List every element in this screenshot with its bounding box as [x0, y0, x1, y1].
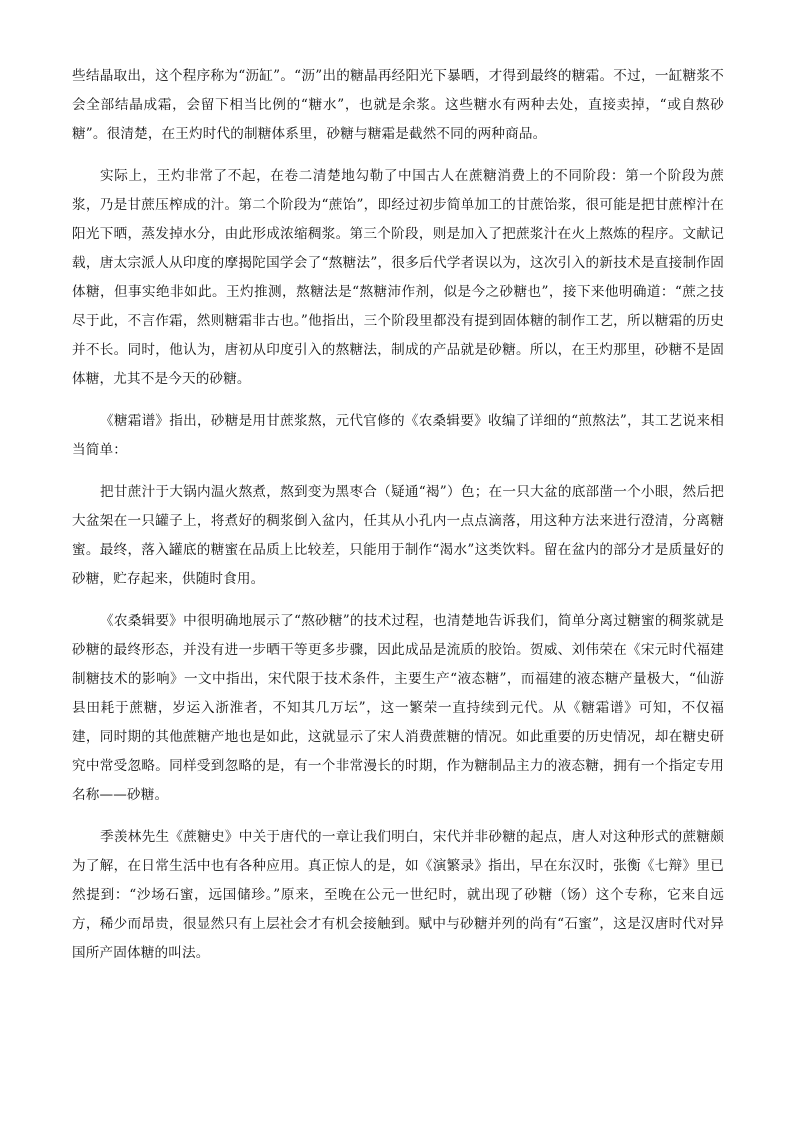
paragraph-gap: [72, 149, 724, 162]
paragraph: 些结晶取出，这个程序称为“沥缸”。“沥”出的糖晶再经阳光下暴晒，才得到最终的糖霜。不过，一缸糖浆不会全部结晶成霜，会留下相当比例的“糖水”，也就是余浆。这些糖水有两种去处，直接卖掉，“或自熬砂糖”。很清楚，在王灼时代的制糖体系里，砂糖与糖霜是截然不同的两种商品。: [72, 68, 724, 142]
paragraph: 《农桑辑要》中很明确地展示了“熬砂糖”的技术过程，也清楚地告诉我们，简单分离过糖蜜的稠浆就是砂糖的最终形态，并没有进一步晒干等更多步骤，因此成品是流质的胶饴。贺威、刘伟荣在《宋元时代福建制糖技术的影响》一文中指出，宋代限于技术条件，主要生产“液态糖”，而福建的液态糖产量极大，“仙游县田耗于蔗糖，岁运入浙淮者，不知其几万坛”，这一繁荣一直持续到元代。从《糖霜谱》可知，不仅福建，同时期的其他蔗糖产地也是如此，这就显示了宋人消费蔗糖的情况。如此重要的历史情况，却在糖史研究中常受忽略。同样受到忽略的是，有一个非常漫长的时期，作为糖制品主力的液态糖，拥有一个指定专用名称——砂糖。: [72, 613, 724, 803]
paragraph-gap: [72, 594, 724, 607]
paragraph-gap: [72, 810, 724, 823]
paragraph: 实际上，王灼非常了不起，在卷二清楚地勾勒了中国古人在蔗糖消费上的不同阶段：第一个阶段为蔗浆，乃是甘蔗压榨成的汁。第二个阶段为“蔗饴”，即经过初步简单加工的甘蔗饴浆，很可能是把甘蔗榨汁在阳光下晒，蒸发掉水分，由此形成浓缩稠浆。第三个阶段，则是加入了把蔗浆汁在火上熬炼的程序。文献记载，唐太宗派人从印度的摩揭陀国学会了“熬糖法”，很多后代学者误以为，这次引入的新技术是直接制作固体糖，但事实绝非如此。王灼推测，熬糖法是“熬糖沛作剂，似是今之砂糖也”，接下来他明确道：“蔗之技尽于此，不言作霜，然则糖霜非古也。”他指出，三个阶段里都没有提到固体糖的制作工艺，所以糖霜的历史并不长。同时，他认为，唐初从印度引入的熬糖法，制成的产品就是砂糖。所以，在王灼那里，砂糖不是固体糖，尤其不是今天的砂糖。: [72, 168, 724, 387]
document-page: [72, 62, 724, 968]
paragraph-gap: [72, 465, 724, 478]
paragraph: 《糖霜谱》指出，砂糖是用甘蔗浆熬，元代官修的《农桑辑要》收编了详细的“煎熬法”，其工艺说来相当简单：: [72, 413, 724, 458]
paragraph: 把甘蔗汁于大锅内温火熬煮，熬到变为黑枣合（疑通“褐”）色；在一只大盆的底部凿一个小眼，然后把大盆架在一只罐子上，将煮好的稠浆倒入盆内，任其从小孔内一点点滴落，用这种方法来进行澄清，分离糖蜜。最终，落入罐底的糖蜜在品质上比较差，只能用于制作“渴水”这类饮料。留在盆内的部分才是质量好的砂糖，贮存起来，供随时食用。: [72, 484, 724, 587]
paragraph-gap: [72, 394, 724, 407]
paragraph: 季羡林先生《蔗糖史》中关于唐代的一章让我们明白，宋代并非砂糖的起点，唐人对这种形式的蔗糖颇为了解，在日常生活中也有各种应用。真正惊人的是，如《演繁录》指出，早在东汉时，张衡《七辩》里已然提到：“沙场石蜜，远国储珍。”原来，至晚在公元一世纪时，就出现了砂糖（饧）这个专称，它来自远方，稀少而昂贵，很显然只有上层社会才有机会接触到。赋中与砂糖并列的尚有“石蜜”，这是汉唐时代对异国所产固体糖的叫法。: [72, 829, 724, 961]
